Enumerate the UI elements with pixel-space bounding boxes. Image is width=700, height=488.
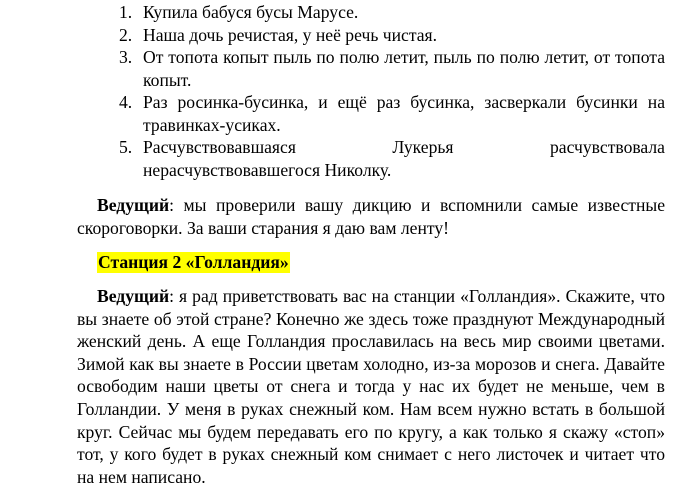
list-item [0, 1, 700, 24]
list-item [0, 136, 700, 181]
list-item-text-line2: нерасчувствовавшегося Николку. [143, 159, 392, 180]
list-number: 2. [119, 24, 133, 45]
list-item [0, 24, 700, 47]
station-heading: Станция 2 «Голландия» [98, 252, 289, 272]
paragraph-text: : я рад приветствовать вас на станции «Голландия». Скажите, что вы знаете об этой стране? Конечно же здесь тоже празднуют Международный женский день. А еще Голландия прославилась на весь мир своими цветами. Зимой как вы знаете в России цветам холодно, из-за морозов и снега. Давайте освободим наши цветы от снега и тогда у нас их будет не меньше, чем в Голландии. У меня в руках снежный ком. Нам всем нужно встать в большой круг. Сейчас мы будем передавать его по кругу, а как только я скажу «стоп» тот, у кого будет в руках снежный ком снимает с него листочек и читает что на нем написано. [77, 286, 665, 487]
list-number: 3. [119, 47, 133, 67]
list-item-text: Купила бабуся бусы Марусе. [143, 2, 359, 22]
speaker-label: Ведущий [97, 195, 170, 215]
host-paragraph-2 [77, 285, 665, 488]
list-item [0, 91, 700, 136]
list-item-text: От топота копыт пыль по полю летит, пыль по полю летит, от топота копыт. [143, 47, 665, 90]
paragraph-text: : мы проверили вашу дикцию и вспомнили самые известные скороговорки. За ваши старания я даю вам ленту! [77, 195, 665, 238]
list-item-text: Наша дочь речистая, у неё речь чистая. [143, 24, 438, 45]
host-paragraph-1 [77, 194, 665, 239]
list-item [0, 46, 700, 91]
list-number: 5. [119, 137, 133, 157]
speaker-label: Ведущий [97, 286, 170, 306]
list-item-text-line1: Расчувствовавшаяся Лукерья расчувствовала [143, 137, 665, 157]
list-item-text: Раз росинка-бусинка, и ещё раз бусинка, засверкали бусинки на травинках-усиках. [143, 92, 665, 135]
list-number: 1. [119, 2, 133, 22]
tongue-twister-list [0, 1, 700, 181]
list-number: 4. [119, 92, 133, 112]
